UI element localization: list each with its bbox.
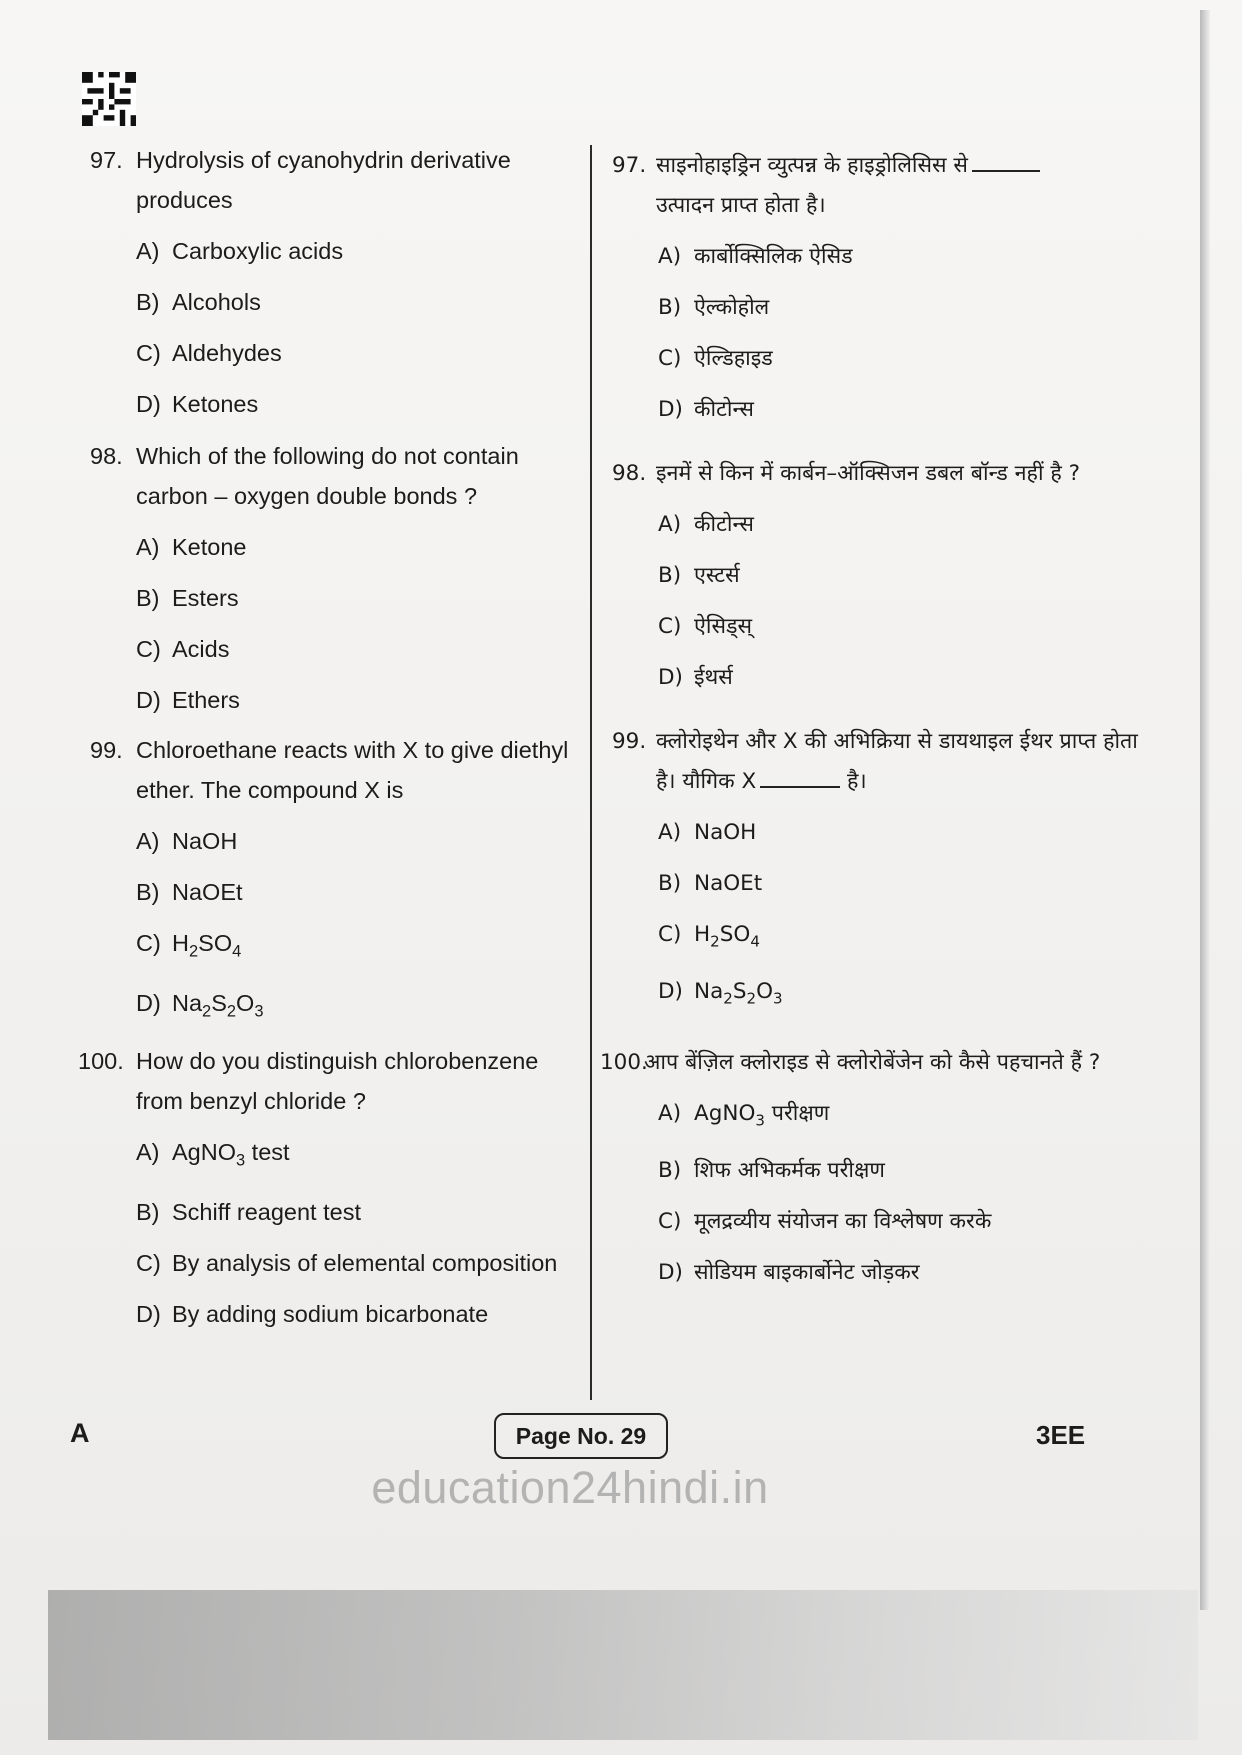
formula-h2so4: $H_2SO_4$ bbox=[172, 930, 242, 961]
option-b: B) Esters bbox=[136, 585, 239, 611]
option-d: D) Ethers bbox=[136, 687, 240, 713]
answer-blank bbox=[760, 766, 840, 788]
question-100-hi bbox=[600, 1043, 1152, 1083]
option-d: D) Ketones bbox=[136, 391, 259, 417]
option-b: B) एस्टर्स bbox=[658, 563, 740, 588]
question-100-en bbox=[78, 1041, 580, 1121]
question-97-en bbox=[90, 140, 580, 220]
question-number: 99. bbox=[90, 737, 123, 763]
watermark: education24hindi.in bbox=[371, 1462, 769, 1513]
question-text: क्लोरोइथेन और X की अभिक्रिया से डायथाइल ईथर प्राप्त होता है। यौगिक X है। bbox=[656, 729, 1138, 794]
question-number: 100. bbox=[600, 1049, 648, 1075]
paper-code: 3EE bbox=[1036, 1420, 1086, 1450]
option-a: A) कार्बोक्सिलिक ऐसिड bbox=[658, 244, 853, 269]
formula-agno3: AgNO$_3$ test bbox=[172, 1139, 290, 1171]
option-a: A) कीटोन्स bbox=[658, 512, 754, 537]
question-text: Hydrolysis of cyanohydrin derivative produces bbox=[136, 147, 511, 213]
english-column bbox=[78, 140, 580, 1334]
option-a: A) Carboxylic acids bbox=[136, 238, 344, 264]
question-98-en bbox=[90, 436, 580, 516]
question-text: आप बेंज़िल क्लोराइड से क्लोरोबेंजेन को कैसे पहचानते हैं ? bbox=[644, 1049, 1101, 1075]
question-number: 98. bbox=[612, 461, 647, 486]
option-b: B) ऐल्कोहोल bbox=[658, 295, 770, 320]
option-d: D) $Na_2S_2O_3$ bbox=[136, 983, 580, 1032]
question-number: 97. bbox=[90, 147, 123, 173]
question-number: 100. bbox=[78, 1048, 124, 1075]
formula-h2so4: $H_2SO_4$ bbox=[694, 922, 760, 951]
option-d: D) ईथर्स bbox=[658, 665, 733, 690]
formula-agno3: AgNO$_3$ परीक्षण bbox=[694, 1100, 830, 1129]
option-c: C) Acids bbox=[136, 636, 230, 662]
question-text: इनमें से किन में कार्बन–ऑक्सिजन डबल बॉन्ड नहीं है ? bbox=[656, 461, 1081, 486]
question-number: 98. bbox=[90, 443, 123, 469]
question-text: साइनोहाइड्रिन व्युत्पन्न के हाइड्रोलिसिस से उत्पादन प्राप्त होता है। bbox=[656, 146, 1152, 226]
option-b: B) Schiff reagent test bbox=[136, 1199, 361, 1226]
question-99-en bbox=[90, 730, 580, 810]
option-c: C) Aldehydes bbox=[136, 340, 282, 366]
page-edge bbox=[1200, 10, 1210, 1610]
column-divider bbox=[590, 145, 592, 1400]
set-letter: A bbox=[70, 1418, 90, 1448]
formula-na2s2o3: $Na_2S_2O_3$ bbox=[172, 989, 264, 1021]
scan-shadow bbox=[48, 1590, 1198, 1740]
option-b: B) NaOEt bbox=[658, 871, 763, 896]
question-text: Chloroethane reacts with X to give diethyl ether. The compound X is bbox=[136, 737, 569, 803]
question-number: 99. bbox=[612, 729, 647, 754]
option-c: C) ऐल्डिहाइड bbox=[658, 346, 773, 371]
question-text: Which of the following do not contain carbon – oxygen double bonds ? bbox=[136, 443, 519, 509]
qr-code-icon bbox=[80, 72, 138, 126]
option-c: C) By analysis of elemental composition bbox=[136, 1250, 558, 1277]
hindi-column bbox=[600, 140, 1152, 1293]
option-c: C) मूलद्रव्यीय संयोजन का विश्लेषण करके bbox=[658, 1208, 992, 1234]
option-c: C) $H_2SO_4$ bbox=[658, 915, 1152, 961]
page-number: Page No. 29 bbox=[494, 1413, 668, 1459]
option-a: A) NaOH bbox=[658, 820, 757, 845]
question-99-hi bbox=[612, 722, 1152, 802]
option-a: A) AgNO$_3$ test bbox=[136, 1132, 580, 1181]
option-d: D) $Na_2S_2O_3$ bbox=[658, 972, 1152, 1018]
question-number: 97. bbox=[612, 153, 647, 178]
option-a: A) Ketone bbox=[136, 534, 247, 560]
answer-blank bbox=[972, 150, 1040, 172]
question-98-hi bbox=[612, 454, 1152, 494]
option-d: D) By adding sodium bicarbonate bbox=[136, 1301, 489, 1328]
option-b: B) NaOEt bbox=[136, 879, 243, 905]
question-text: How do you distinguish chlorobenzene from benzyl chloride ? bbox=[136, 1048, 539, 1115]
formula-na2s2o3: $Na_2S_2O_3$ bbox=[694, 979, 783, 1008]
option-c: C) $H_2SO_4$ bbox=[136, 923, 580, 972]
option-d: D) कीटोन्स bbox=[658, 397, 754, 422]
option-d: D) सोडियम बाइकार्बोनेट जोड़कर bbox=[658, 1259, 920, 1285]
question-97-hi bbox=[612, 146, 1152, 226]
option-b: B) शिफ अभिकर्मक परीक्षण bbox=[658, 1157, 885, 1183]
option-a: A) AgNO$_3$ परीक्षण bbox=[658, 1094, 1152, 1140]
option-c: C) ऐसिड्स् bbox=[658, 614, 753, 639]
option-b: B) Alcohols bbox=[136, 289, 261, 315]
option-a: A) NaOH bbox=[136, 828, 238, 854]
